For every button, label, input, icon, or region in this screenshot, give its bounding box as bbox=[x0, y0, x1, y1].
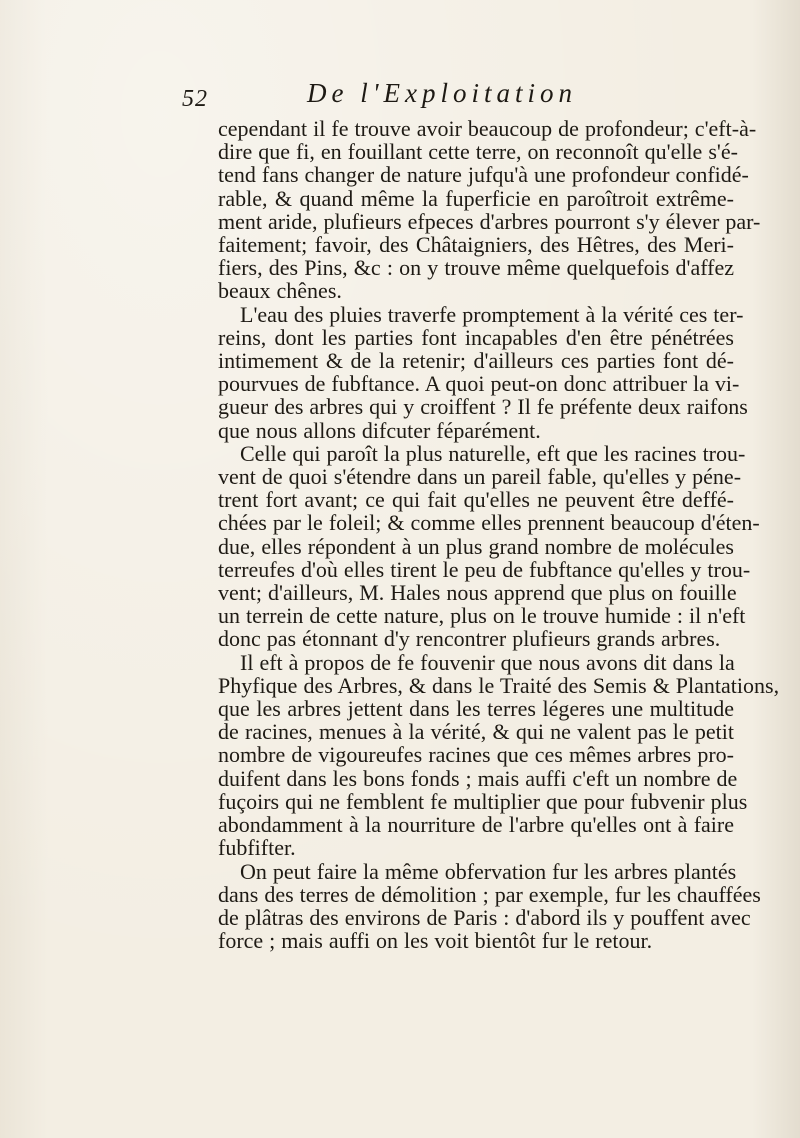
running-title: De l'Exploitation bbox=[307, 78, 577, 108]
text-line: beaux chênes. bbox=[218, 278, 342, 304]
text-line: fuçoirs qui ne femblent fe multiplier que pour fubvenir plus bbox=[218, 788, 748, 814]
paragraph bbox=[218, 440, 760, 652]
text-line: rable, & quand même la fuperficie en paroîtroit extrême- bbox=[218, 185, 734, 211]
text-line: faitement; favoir, des Châtaigniers, des Hêtres, des Meri- bbox=[218, 232, 734, 258]
page-number: 52 bbox=[182, 86, 208, 112]
text-line: intimement & de la retenir; d'ailleurs ces parties font dé- bbox=[218, 348, 734, 374]
text-line: L'eau des pluies traverfe promptement à la vérité ces ter- bbox=[240, 301, 744, 327]
text-line: force ; mais auffi on les voit bientôt fur le retour. bbox=[218, 928, 653, 954]
text-line: de racines, menues à la vérité, & qui ne valent pas le petit bbox=[218, 719, 734, 745]
text-line: chées par le foleil; & comme elles prennent beaucoup d'éten- bbox=[218, 510, 760, 536]
text-line: due, elles répondent à un plus grand nombre de molécules bbox=[218, 533, 734, 559]
text-line: fubfifter. bbox=[218, 835, 296, 861]
text-line: vent; d'ailleurs, M. Hales nous apprend que plus on fouille bbox=[218, 580, 737, 606]
text-line: gueur des arbres qui y croiffent ? Il fe préfente deux raifons bbox=[218, 394, 748, 420]
text-line: tend fans changer de nature jufqu'à une profondeur confidé- bbox=[218, 162, 749, 188]
text-line: que les arbres jettent dans les terres légeres une multitude bbox=[218, 696, 734, 722]
text-line: nombre de vigoureufes racines que ces mêmes arbres pro- bbox=[218, 742, 734, 768]
body-text bbox=[218, 116, 780, 954]
text-line: trent fort avant; ce qui fait qu'elles ne peuvent être deffé- bbox=[218, 487, 734, 513]
text-line: Il eft à propos de fe fouvenir que nous avons dit dans la bbox=[240, 649, 735, 675]
text-line: pourvues de fubftance. A quoi peut-on donc attribuer la vi- bbox=[218, 371, 740, 397]
paragraph bbox=[218, 649, 780, 861]
text-line: terreufes d'où elles tirent le peu de fubftance qu'elles y trou- bbox=[218, 556, 751, 582]
paragraph bbox=[218, 858, 761, 954]
text-line: fiers, des Pins, &c : on y trouve même quelquefois d'affez bbox=[218, 255, 734, 281]
text-line: On peut faire la même obfervation fur les arbres plantés bbox=[240, 858, 737, 884]
text-line: vent de quoi s'étendre dans un pareil fable, qu'elles y péne- bbox=[218, 464, 742, 490]
text-line: de plâtras des environs de Paris : d'abord ils y pouffent avec bbox=[218, 904, 751, 930]
text-line: cependant il fe trouve avoir beaucoup de profondeur; c'eft-à- bbox=[218, 116, 757, 141]
text-line: donc pas étonnant d'y rencontrer plufieurs grands arbres. bbox=[218, 626, 721, 652]
text-line: duifent dans les bons fonds ; mais auffi c'eft un nombre de bbox=[218, 765, 738, 791]
text-line: abondamment à la nourriture de l'arbre qu'elles ont à faire bbox=[218, 812, 734, 838]
text-line: un terrein de cette nature, plus on le trouve humide : il n'eft bbox=[218, 603, 746, 629]
text-line: Phyfique des Arbres, & dans le Traité des Semis & Plantations, bbox=[218, 672, 780, 698]
text-line: reins, dont les parties font incapables d'en être pénétrées bbox=[218, 324, 734, 350]
text-line: ment aride, plufieurs efpeces d'arbres pourront s'y élever par- bbox=[218, 208, 761, 234]
text-line: dire que fi, en fouillant cette terre, on reconnoît qu'elle s'é- bbox=[218, 139, 738, 165]
text-line: que nous allons difcuter féparément. bbox=[218, 417, 541, 443]
text-line: Celle qui paroît la plus naturelle, eft que les racines trou- bbox=[240, 440, 746, 466]
text-line: dans des terres de démolition ; par exemple, fur les chauffées bbox=[218, 881, 761, 907]
paragraph bbox=[218, 301, 748, 443]
paragraph bbox=[218, 116, 761, 304]
